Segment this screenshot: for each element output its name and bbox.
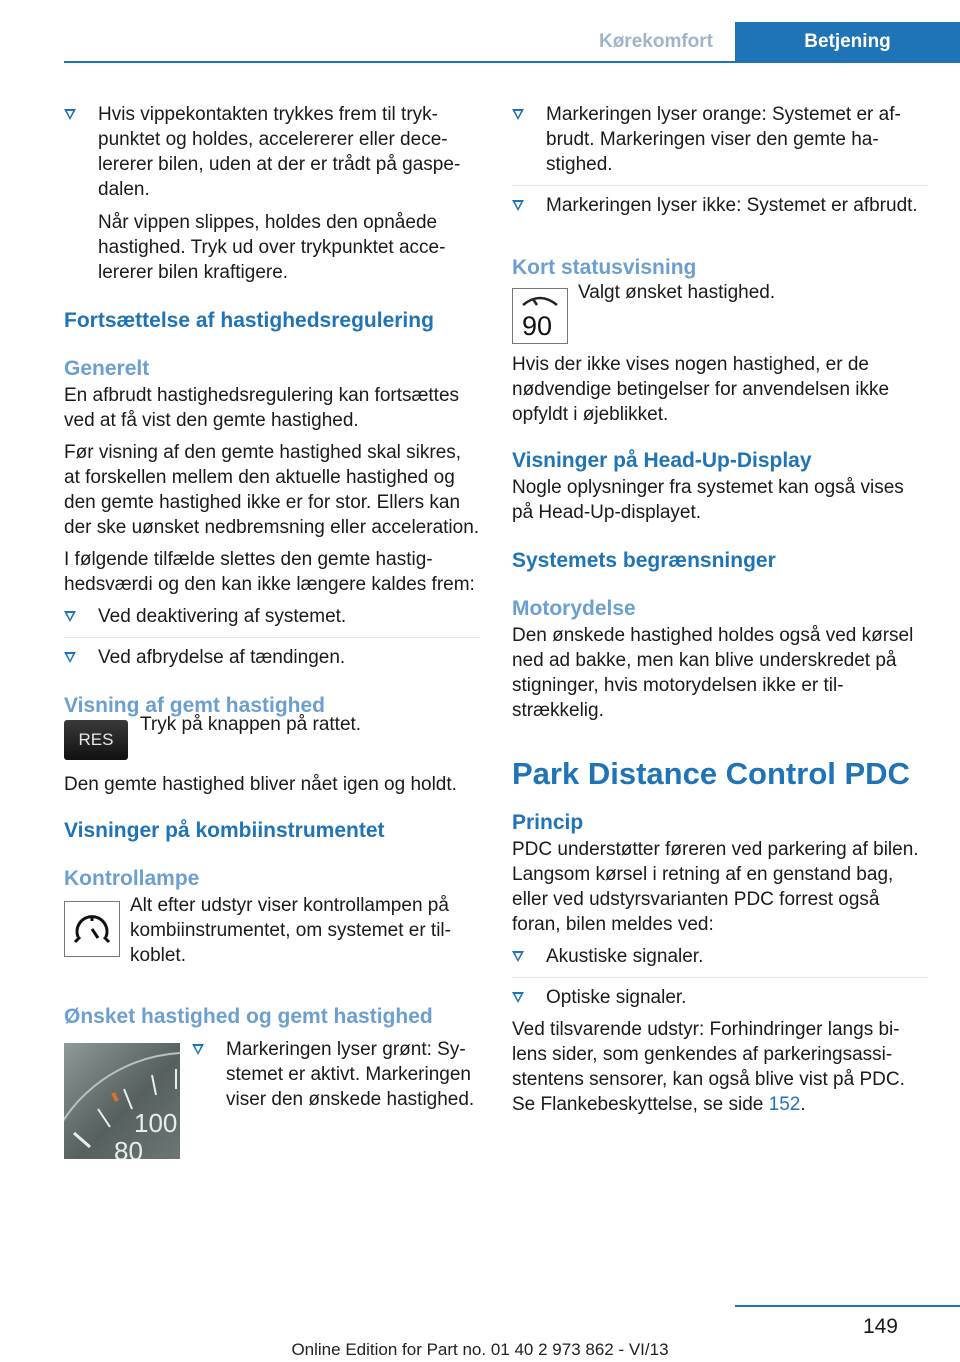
triangle-bullet-icon — [64, 109, 76, 120]
paragraph: Nogle oplysninger fra systemet kan også vises på Head-Up-displayet. — [512, 477, 904, 523]
list-item — [64, 102, 480, 285]
edition-footer: Online Edition for Part no. 01 40 2 973 862 - VI/13 — [291, 1340, 669, 1359]
heading-pdc: Park Distance Control PDC — [512, 756, 910, 791]
paragraph: En afbrudt hastighedsregulering kan fortsættes ved at få vist den gemte hastighed. — [64, 385, 460, 431]
triangle-bullet-icon — [512, 109, 524, 120]
res-button-icon: RES — [64, 720, 128, 760]
paragraph: Hvis der ikke vises nogen hastighed, er de nødvendige betingelser for anvendelsen ikke opfyldt i øjeblikket. — [512, 354, 890, 425]
list-item: Markeringen lyser orange: Systemet er afbrudt. Markeringen viser den gemte hastighed. — [512, 102, 928, 186]
tab-betjening[interactable]: Betjening — [735, 22, 960, 62]
page-number: 149 — [862, 1315, 898, 1338]
status-row — [512, 284, 928, 346]
paragraph: I følgende tilfælde slettes den gemte hastighedsværdi og den kan ikke længere kaldes frem: — [64, 549, 475, 595]
cruise-control-indicator-icon — [64, 901, 120, 957]
left-column — [64, 102, 480, 1167]
list-item: Markeringen lyser grønt: Systemet er aktivt. Markeringen viser den ønskede hastighed. — [192, 1037, 514, 1112]
triangle-bullet-icon — [192, 1044, 204, 1055]
heading-display: Visning af gemt hastighed — [64, 694, 325, 717]
footer-rule — [735, 1305, 960, 1307]
heading-cluster: Visninger på kombiinstrumentet — [64, 819, 385, 842]
paragraph: Tryk på knappen på rattet. — [140, 714, 362, 735]
triangle-bullet-icon — [64, 611, 76, 622]
paragraph: Valgt ønsket hastighed. — [578, 282, 776, 303]
heading-general: Generelt — [64, 357, 150, 380]
list-item: Ved deaktivering af systemet. — [64, 604, 480, 638]
gauge-label: 100 — [134, 1108, 178, 1138]
heading-resume: Fortsættelse af hastighedsregulering — [64, 309, 434, 332]
heading-engine: Motorydelse — [512, 597, 636, 620]
paragraph: PDC understøtter føreren ved parkering af bilen. Langsom kørsel i retning af en genstand bag, eller ved udstyrsvarianten PDC forrest også foran, bilen meldes ved: — [512, 839, 919, 935]
paragraph: Den ønskede hastighed holdes også ved kørsel ned ad bakke, men kan blive underskredet på stigninger, hvis motorydelsen ikke er tilstrækkelig. — [512, 625, 914, 721]
lamp-row — [64, 893, 480, 987]
list-item: Markeringen lyser ikke: Systemet er afbrudt. — [512, 193, 928, 218]
list-item: Akustiske signaler. — [512, 944, 928, 978]
res-row — [64, 714, 480, 762]
list-item: Ved afbrydelse af tændingen. — [64, 645, 480, 670]
list-item: Optiske signaler. — [512, 985, 928, 1010]
speed-status-icon: 90 — [512, 288, 568, 344]
speedometer-image — [64, 1043, 180, 1159]
triangle-bullet-icon — [512, 992, 524, 1003]
paragraph: Når vippen slippes, holdes den opnåede hastighed. Tryk ud over trykpunktet accelererer bilen kraftigere. — [98, 212, 446, 283]
paragraph: Hvis vippekontakten trykkes frem til trykpunktet og holdes, accelererer eller decelererer bilen, uden at der er trådt på gaspedalen. — [98, 104, 461, 200]
heading-short-status: Kort statusvisning — [512, 256, 697, 279]
paragraph: Før visning af den gemte hastighed skal sikres, at forskellen mellem den aktuelle hastighed og den gemte hastighed ikke er for stor. Ellers kan der ske uønsket nedbremsning eller acceleration. — [64, 442, 480, 538]
heading-lamp: Kontrollampe — [64, 867, 200, 890]
header-rule — [64, 61, 960, 63]
paragraph: Den gemte hastighed bliver nået igen og holdt. — [64, 774, 457, 795]
right-column — [512, 102, 928, 1117]
gauge-row — [64, 1037, 480, 1167]
heading-principle: Princip — [512, 811, 584, 834]
paragraph: Alt efter udstyr viser kontrollampen på kombiinstrumentet, om systemet er tilkoblet. — [130, 895, 451, 966]
triangle-bullet-icon — [512, 200, 524, 211]
tab-korekomfort[interactable]: Kørekomfort — [598, 31, 713, 52]
triangle-bullet-icon — [512, 951, 524, 962]
heading-hud: Visninger på Head-Up-Display — [512, 449, 812, 472]
heading-desired: Ønsket hastighed og gemt hastighed — [64, 1005, 433, 1028]
gauge-label: 80 — [114, 1136, 143, 1159]
paragraph: Ved tilsvarende udstyr: Forhindringer langs bilens sider, som genkendes af parkeringsassistentens sensorer, kan også blive vist på PDC. Se Flankebeskyttelse, se side 152. — [512, 1019, 905, 1115]
page-link[interactable]: 152 — [768, 1094, 801, 1115]
triangle-bullet-icon — [64, 652, 76, 663]
heading-limits: Systemets begrænsninger — [512, 549, 776, 572]
